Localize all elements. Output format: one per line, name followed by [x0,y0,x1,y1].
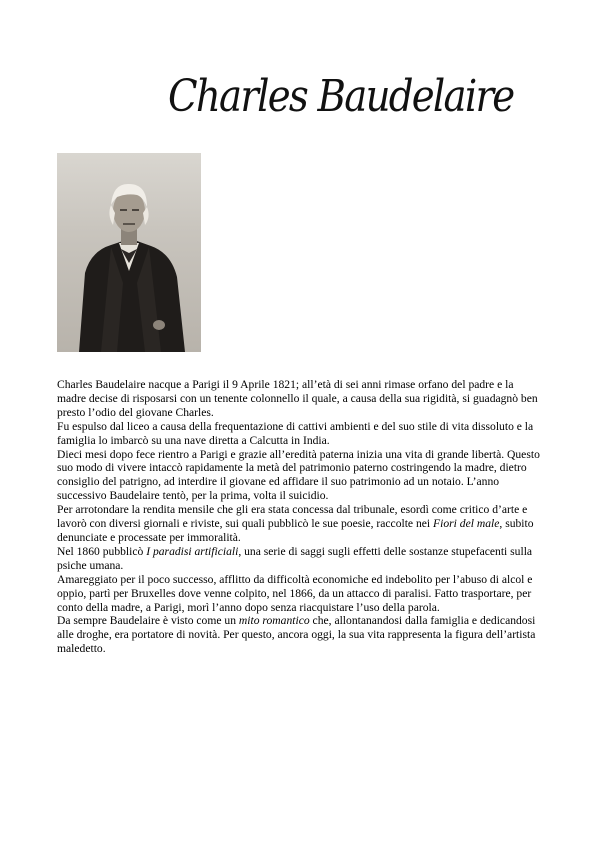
page-title: Charles Baudelaire [168,71,514,122]
paragraph-return: Dieci mesi dopo fece rientro a Parigi e grazie all’eredità paterna inizia una vita di grande libertà. Questo suo modo di vivere intaccò rapidamente la metà del patrimonio paterno costringendo la madre, dietro consiglio del patrigno, ad interdire il giovane ed affidare il suo patrimonio ad un notaio. L’anno successivo Baudelaire tentò, per la prima, volta il suicidio. [57,447,540,503]
paragraph-decline: Amareggiato per il poco successo, afflitto da difficoltà economiche ed indebolito per l’abuso di alcol e oppio, partì per Bruxelles dove venne colpito, nel 1866, da un attacco di paralisi. Fatto trasportare, per conto della madre, a Parigi, morì l’anno dopo senza riacquistare l’uso della parola. [57,572,533,614]
title-paradisi-artificiali: I paradisi artificiali [146,544,239,558]
paragraph-birth: Charles Baudelaire nacque a Parigi il 9 Aprile 1821; all’età di sei anni rimase orfano del padre e la madre decise di risposarsi con un tenente colonnello il quale, a causa della sua rigidità, si guadagnò ben presto l’odio del giovane Charles. [57,378,538,419]
paragraph-career: Per arrotondare la rendita mensile che gli era stata concessa dal tribunale, esordì come critico d’arte e lavorò con diversi giornali e riviste, sui quali pubblicò le sue poesie, raccolte nei Fiori del male, subito denunciate e processate per immoralità. [57,503,534,544]
paragraph-paradisi: Nel 1860 pubblicò I paradisi artificiali, una serie di saggi sugli effetti delle sostanze stupefacenti sulla psiche umana. [57,544,533,572]
title-fiori-del-male: Fiori del male [433,517,500,531]
paragraph-expulsion: Fu espulso dal liceo a causa della frequentazione di cattivi ambienti e del suo stile di vita dissoluto e la famiglia lo imbarcò su una nave diretta a Calcutta in India. [57,419,534,447]
biography-text [57,378,541,656]
portrait-photo [57,153,201,352]
paragraph-legacy: Da sempre Baudelaire è visto come un mito romantico che, allontanandosi dalla famiglia e dedicandosi alle droghe, era portatore di novità. Per questo, ancora oggi, la sua vita rappresenta la figura dell’artista maledetto. [57,614,536,656]
term-mito-romantico: mito romantico [238,614,310,628]
